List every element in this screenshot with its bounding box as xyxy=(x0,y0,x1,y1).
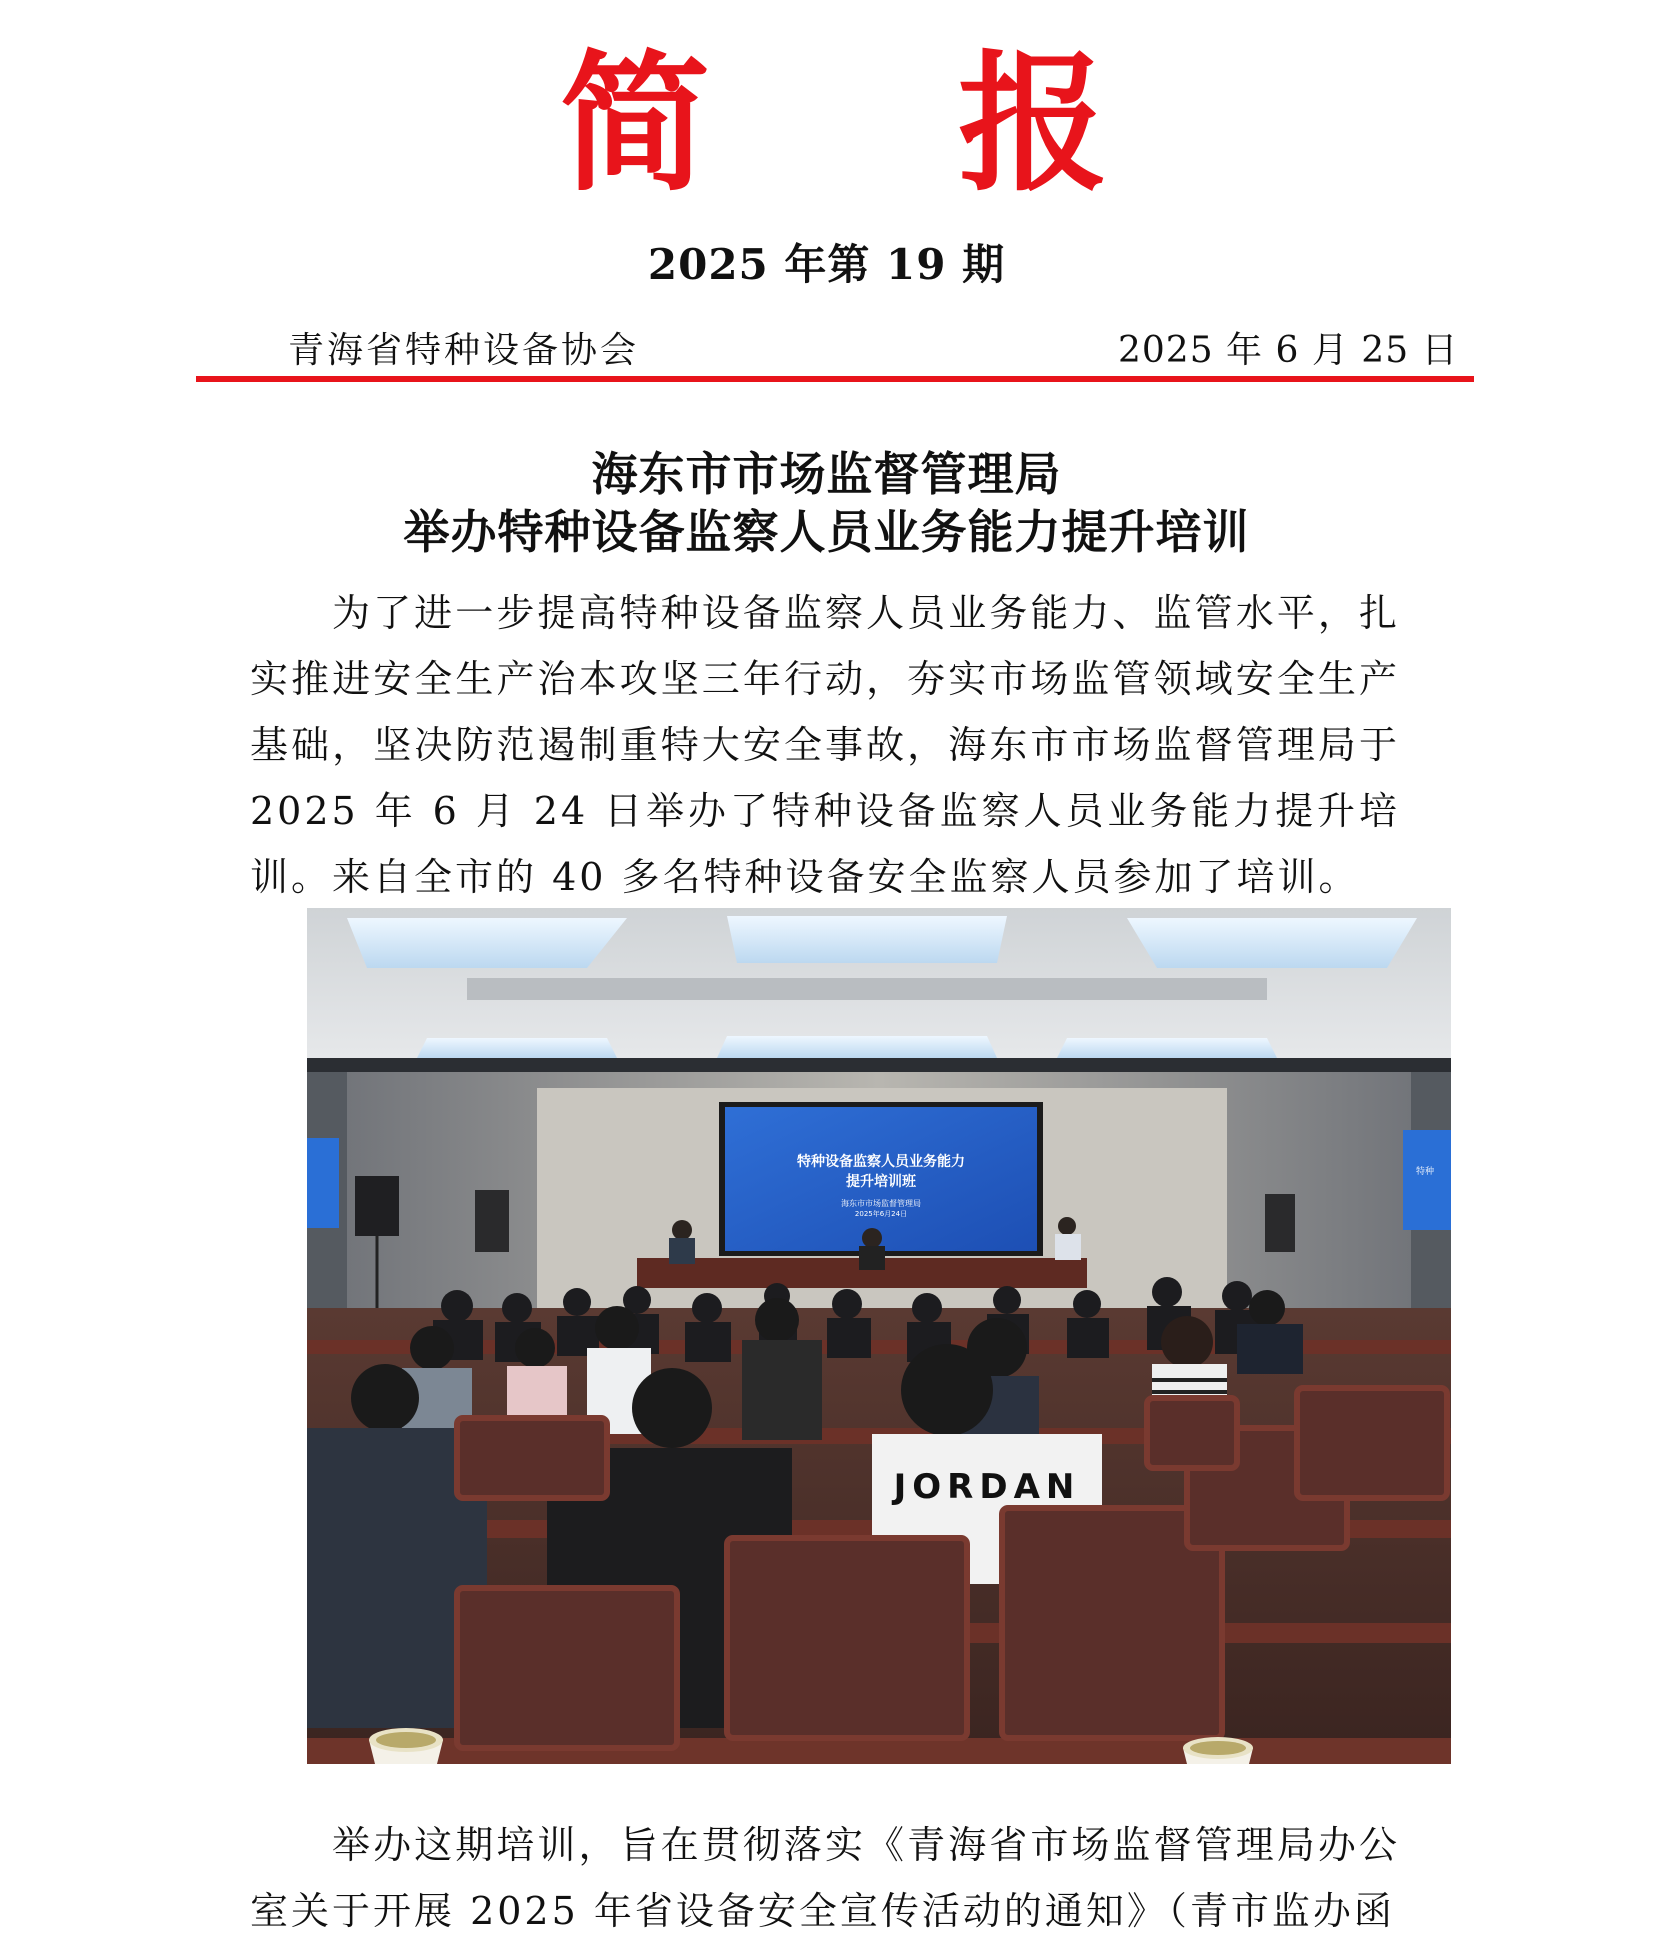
side-screen-text: 特种 xyxy=(1415,1167,1435,1177)
organization-name: 青海省特种设备协会 xyxy=(288,330,640,371)
article-paragraph: 举办这期培训，旨在贯彻落实《青海省市场监督管理局办公室关于开展 2025 年省设备安全宣传活动的通知》（青市监办函 xyxy=(250,1823,1400,1933)
article-title-line1: 海东市市场监督管理局 xyxy=(591,447,1062,501)
article-paragraph: 为了进一步提高特种设备监察人员业务能力、监管水平，扎实推进安全生产治本攻坚三年行动，夯实市场监管领域安全生产基础，坚决防范遏制重特大安全事故，海东市市场监督管理局于 2025 年 6 月 24 日举办了特种设备监察人员业务能力提升培训。来自全市的 40 多名特种设备安全监察人员参加了培训。 xyxy=(250,591,1400,899)
screen-title-line1: 特种设备监察人员业务能力 xyxy=(797,1154,965,1170)
masthead-title-char: 报 xyxy=(958,38,1109,212)
publish-date: 2025 年 6 月 25 日 xyxy=(1118,330,1459,371)
issue-number: 2025 年第 19 期 xyxy=(647,240,1006,289)
masthead-title-char: 简 xyxy=(560,38,711,212)
screen-date: 2025年6月24日 xyxy=(854,1210,908,1218)
shirt-print: JORDAN xyxy=(893,1467,1081,1507)
screen-title-line2: 提升培训班 xyxy=(846,1174,916,1190)
article-title-line2: 举办特种设备监察人员业务能力提升培训 xyxy=(403,505,1250,559)
training-session-photo xyxy=(307,908,1451,1764)
screen-organizer: 海东市市场监督管理局 xyxy=(841,1199,921,1208)
header-divider xyxy=(196,376,1474,382)
